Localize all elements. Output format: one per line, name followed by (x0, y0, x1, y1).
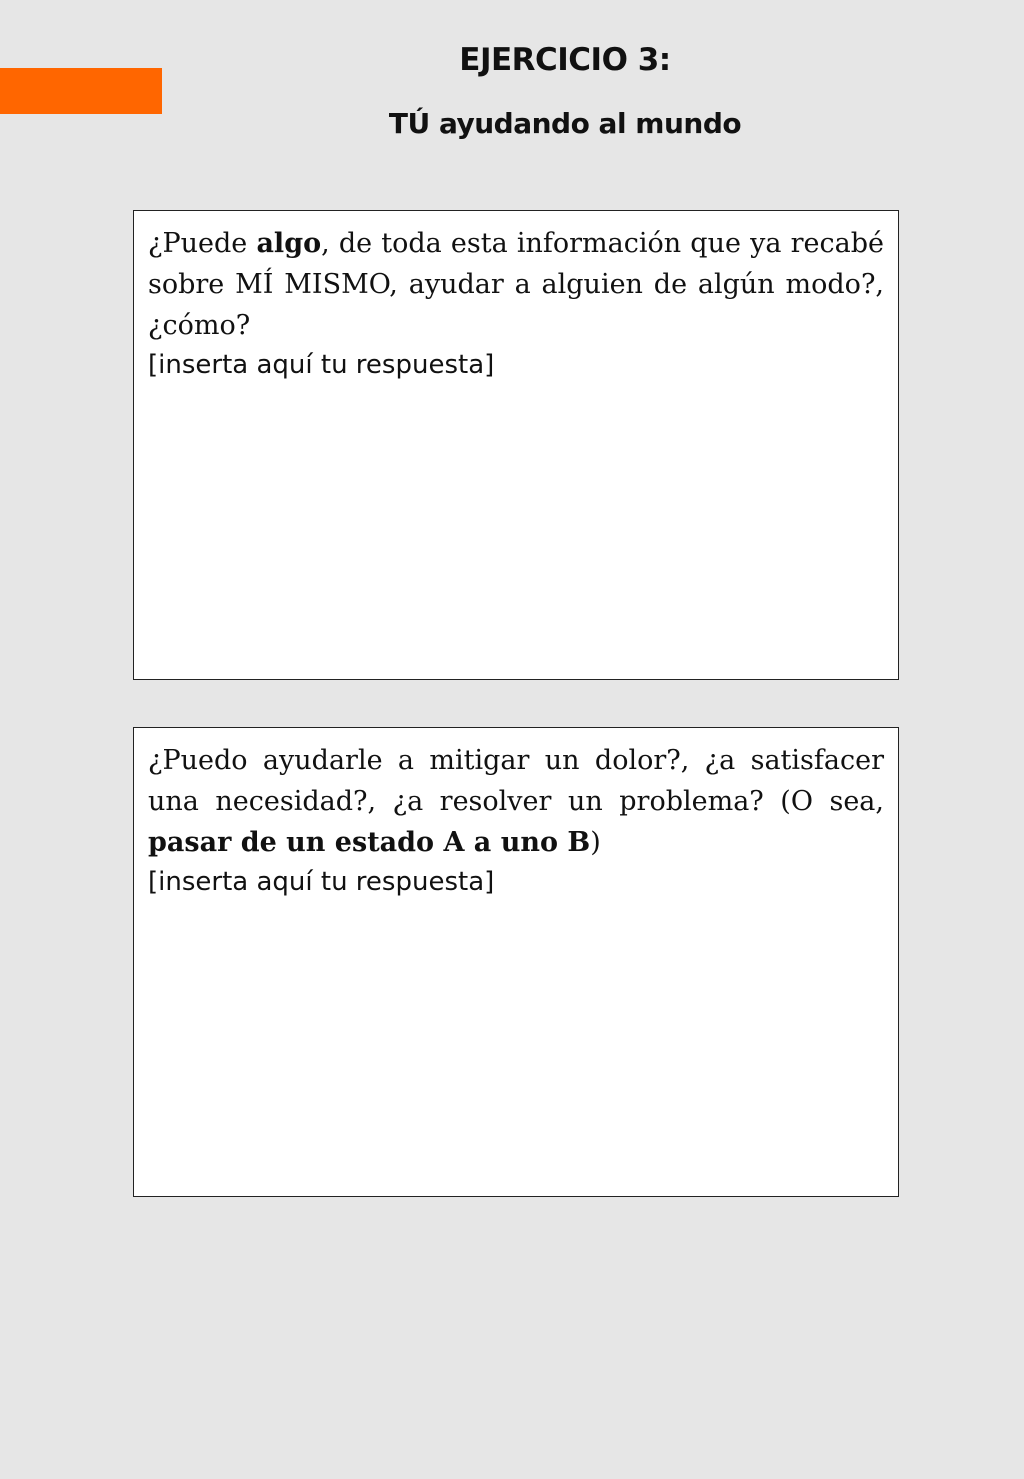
answer-field-1[interactable]: [inserta aquí tu respuesta] (148, 350, 495, 380)
answer-field-2[interactable]: [inserta aquí tu respuesta] (148, 867, 495, 897)
question-2-part-1: ¿Puedo ayudarle a mitigar un dolor?, ¿a satisfacer una necesidad?, ¿a resolver un problema? (O sea, (148, 745, 884, 817)
exercise-subtitle: TÚ ayudando al mundo (388, 107, 742, 140)
question-1-emphasis: algo (256, 228, 322, 259)
question-2-part-2: ) (590, 827, 601, 858)
question-2-emphasis: pasar de un estado A a uno B (148, 827, 591, 858)
exercise-title: EJERCICIO 3: (459, 42, 671, 78)
question-1-part-1: ¿Puede (148, 228, 257, 259)
question-1-part-2: , de toda esta información que ya recabé sobre MÍ MISMO, ayudar a alguien de algún modo?, ¿cómo? (148, 228, 884, 341)
answer-box-1 (133, 210, 899, 680)
question-1 (148, 223, 884, 346)
question-2 (148, 740, 884, 863)
answer-box-2 (133, 727, 899, 1197)
